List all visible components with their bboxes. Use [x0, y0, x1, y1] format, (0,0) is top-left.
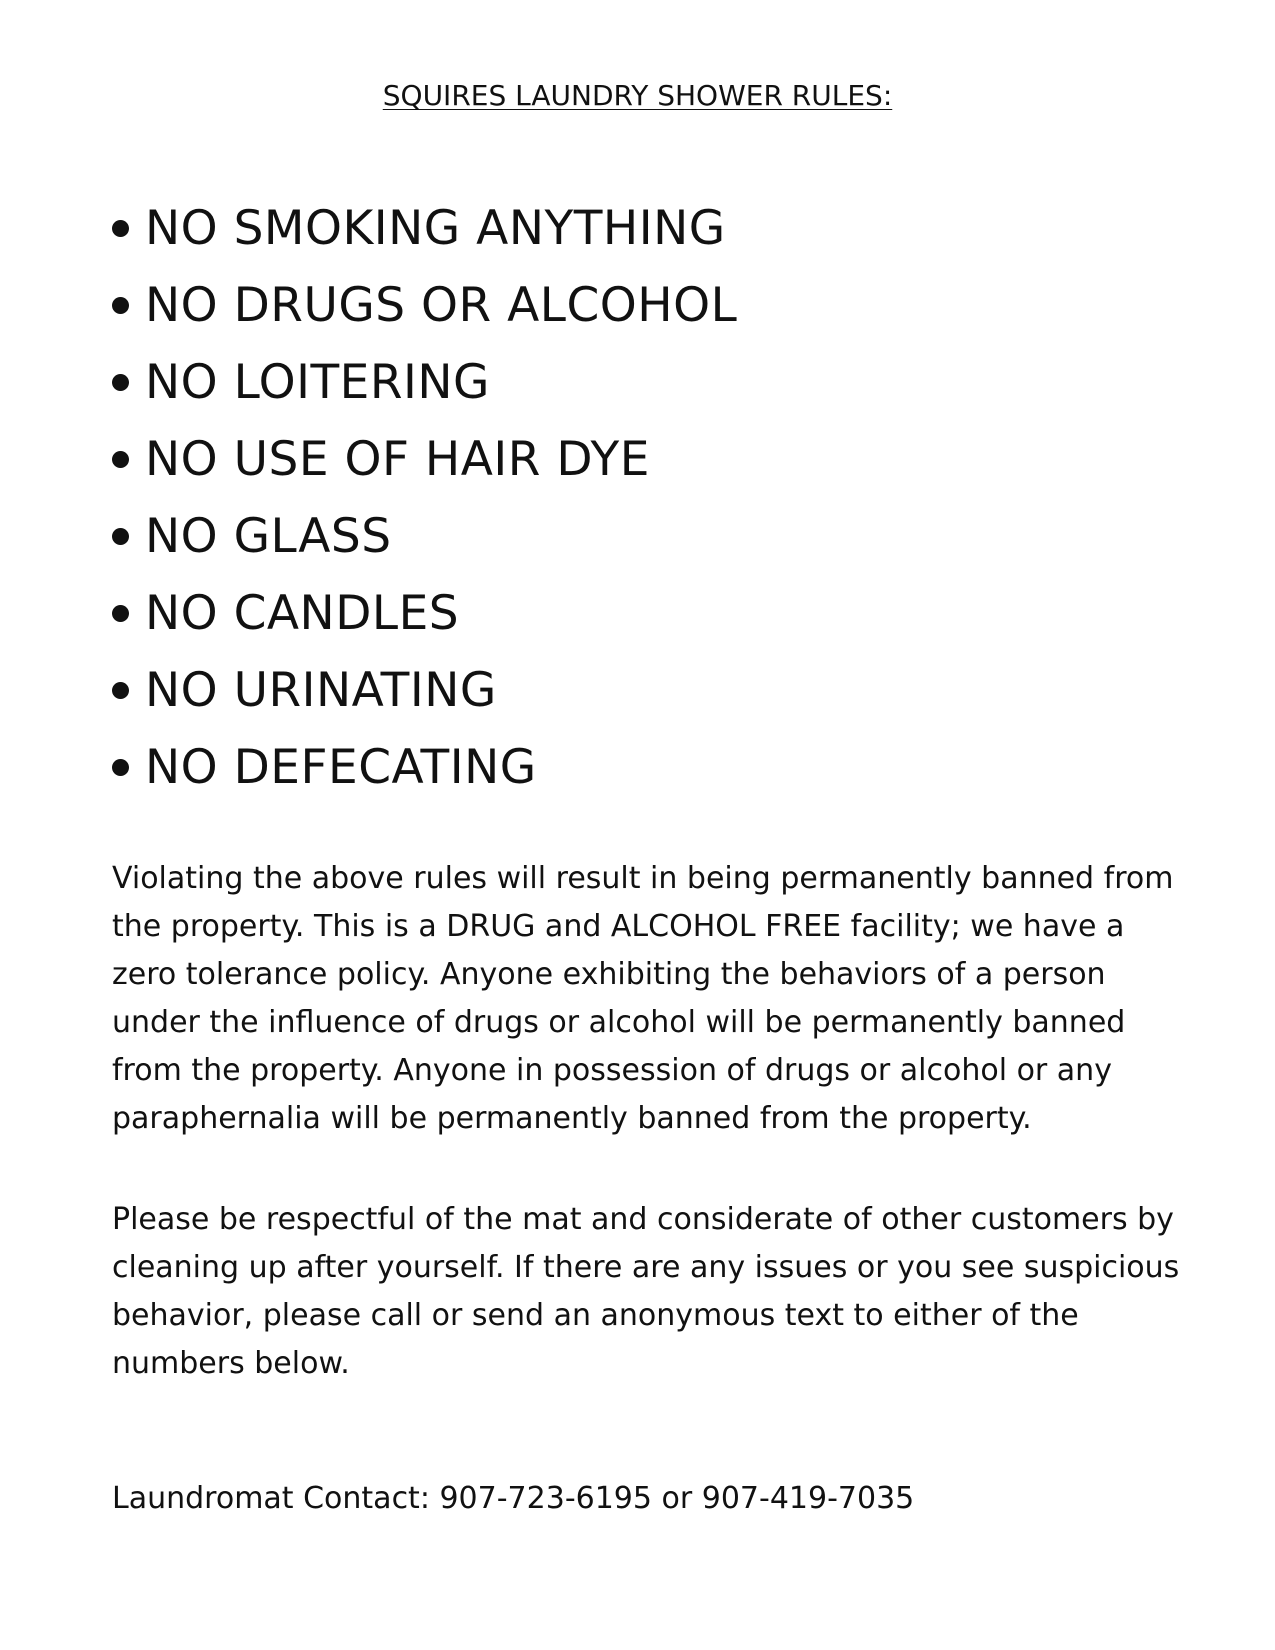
rule-item — [112, 344, 737, 421]
rule-item — [112, 575, 737, 652]
bullet-icon — [112, 374, 129, 391]
rule-item — [112, 267, 737, 344]
rule-item — [112, 729, 737, 806]
rule-text: NO LOITERING — [145, 355, 490, 410]
bullet-icon — [112, 451, 129, 468]
page-title — [0, 78, 1275, 114]
bullet-icon — [112, 605, 129, 622]
rule-text: NO DEFECATING — [145, 740, 537, 795]
rule-item — [112, 190, 737, 267]
rule-text: NO GLASS — [145, 509, 392, 564]
contact-line: Laundromat Contact: 907-723-6195 or 907-419-7035 — [112, 1481, 915, 1516]
bullet-icon — [112, 220, 129, 237]
page-title-text: SQUIRES LAUNDRY SHOWER RULES: — [382, 79, 893, 112]
rule-item — [112, 498, 737, 575]
rules-list — [112, 190, 737, 806]
rule-item — [112, 652, 737, 729]
bullet-icon — [112, 528, 129, 545]
violation-policy-paragraph: Violating the above rules will result in being permanently banned from the property. This is a DRUG and ALCOHOL FREE facility; we have a zero tolerance policy. Anyone exhibiting the behaviors of a person under the influence of drugs or alcohol will be permanently banned from the property. Anyone in possession of drugs or alcohol or any paraphernalia will be permanently banned from the property. — [112, 861, 1174, 1136]
rule-item — [112, 421, 737, 498]
bullet-icon — [112, 682, 129, 699]
courtesy-paragraph: Please be respectful of the mat and considerate of other customers by cleaning up after yourself. If there are any issues or you see suspicious behavior, please call or send an anonymous text to either of the numbers below. — [112, 1202, 1180, 1381]
bullet-icon — [112, 297, 129, 314]
rule-text: NO URINATING — [145, 663, 497, 718]
rule-text: NO DRUGS OR ALCOHOL — [145, 278, 738, 333]
rule-text: NO CANDLES — [145, 586, 460, 641]
bullet-icon — [112, 759, 129, 776]
rule-text: NO USE OF HAIR DYE — [145, 432, 650, 487]
rule-text: NO SMOKING ANYTHING — [145, 201, 726, 256]
